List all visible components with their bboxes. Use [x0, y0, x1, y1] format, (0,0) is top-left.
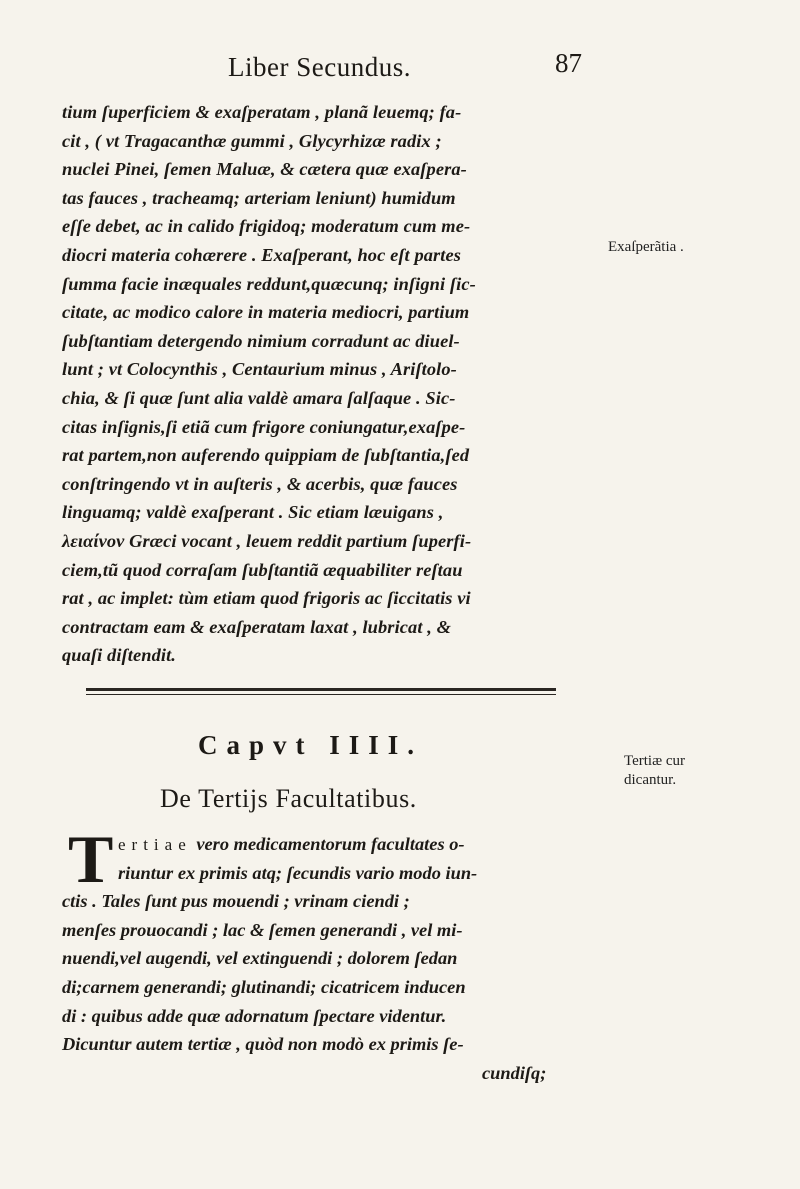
text-line: menſes prouocandi ; lac & ſemen generandi , vel mi-: [62, 919, 463, 940]
text-line: di;carnem generandi; glutinandi; cicatricem inducen: [62, 976, 466, 997]
text-line: nuendi,vel augendi, vel extinguendi ; dolorem ſedan: [62, 948, 458, 969]
section-divider: [86, 686, 556, 700]
text-line: contractam eam & exaſperatam laxat , lubricat , &: [62, 616, 452, 637]
running-title: Liber Secundus.: [228, 52, 411, 82]
catchword: cundiſq;: [482, 1062, 547, 1083]
margin-note-line: dicantur.: [624, 772, 677, 788]
text-line: chia, & ſi quæ ſunt alia valdè amara ſalſaque . Sic-: [62, 387, 456, 408]
divider-thick-rule: [86, 688, 556, 691]
text-line: cit , ( vt Tragacanthæ gummi , Glycyrhizæ radix ;: [62, 130, 442, 151]
text-line: nuclei Pinei, ſemen Maluæ, & cætera quæ exaſpera-: [62, 159, 467, 180]
text-line: lunt ; vt Colocynthis , Centaurium minus , Ariſtolo-: [62, 359, 457, 380]
margin-note-line: Tertiæ cur: [624, 753, 686, 769]
page-number: 87: [555, 48, 582, 78]
chapter-title: De Tertijs Facultatibus.: [160, 784, 417, 813]
text-line: quaſi diſtendit.: [62, 645, 176, 666]
chapter-label: Capvt IIII.: [198, 730, 424, 760]
text-line: tas fauces , tracheamq; arteriam leniunt) humidum: [62, 187, 456, 208]
text-line: diocri materia cohærere . Exaſperant, hoc eſt partes: [62, 244, 462, 265]
text-line: rat partem,non auferendo quippiam de ſubſtantia,ſed: [62, 445, 470, 466]
text-line: linguamq; valdè exaſperant . Sic etiam læuigans ,: [62, 502, 444, 523]
text-line: [62, 830, 607, 859]
text-line: tium ſuperficiem & exaſperatam , planã leuemq; fa-: [62, 102, 462, 122]
text-line: rat , ac implet: tùm etiam quod frigoris ac ſiccitatis vi: [62, 588, 471, 609]
drop-cap-initial: T: [68, 821, 114, 897]
text-line: ſubſtantiam detergendo nimium corradunt ac diuel-: [62, 330, 460, 351]
text-line: λειαίνον Græci vocant , leuem reddit partium ſuperfi-: [62, 530, 472, 551]
divider-thin-rule: [86, 694, 556, 695]
text-line: conſtringendo vt in auſteris , & acerbis, quæ fauces: [62, 473, 458, 494]
text-line: citate, ac modico calore in materia mediocri, partium: [62, 302, 470, 323]
first-word-caps: ertiae: [118, 835, 192, 854]
text-line: di : quibus adde quæ adornatum ſpectare videntur.: [62, 1005, 447, 1026]
text-line: eſſe debet, ac in calido frigidoq; moderatum cum me-: [62, 216, 471, 237]
text-line: ciem,tũ quod corraſam ſubſtantiã æquabiliter reſtau: [62, 559, 463, 580]
text-line: Dicuntur autem tertiæ , quòd non modò ex primis ſe-: [62, 1034, 464, 1055]
text-line: riuntur ex primis atq; ſecundis vario modo iun-: [118, 862, 478, 883]
running-head: [0, 48, 800, 92]
margin-note: [624, 752, 685, 790]
text-line: ctis . Tales ſunt pus mouendi ; vrinam ciendi ;: [62, 891, 410, 912]
chapter-paragraph: [62, 830, 607, 1087]
main-text-block: [62, 98, 602, 670]
text-line: ſumma facie inæquales reddunt,quæcunq; inſigni ſic-: [62, 273, 476, 294]
margin-note: Exaſperãtia .: [608, 239, 684, 255]
text-line-rest: vero medicamentorum facultates o-: [196, 834, 465, 854]
text-line: citas inſignis,ſi etiã cum frigore coniungatur,exaſpe-: [62, 416, 466, 437]
